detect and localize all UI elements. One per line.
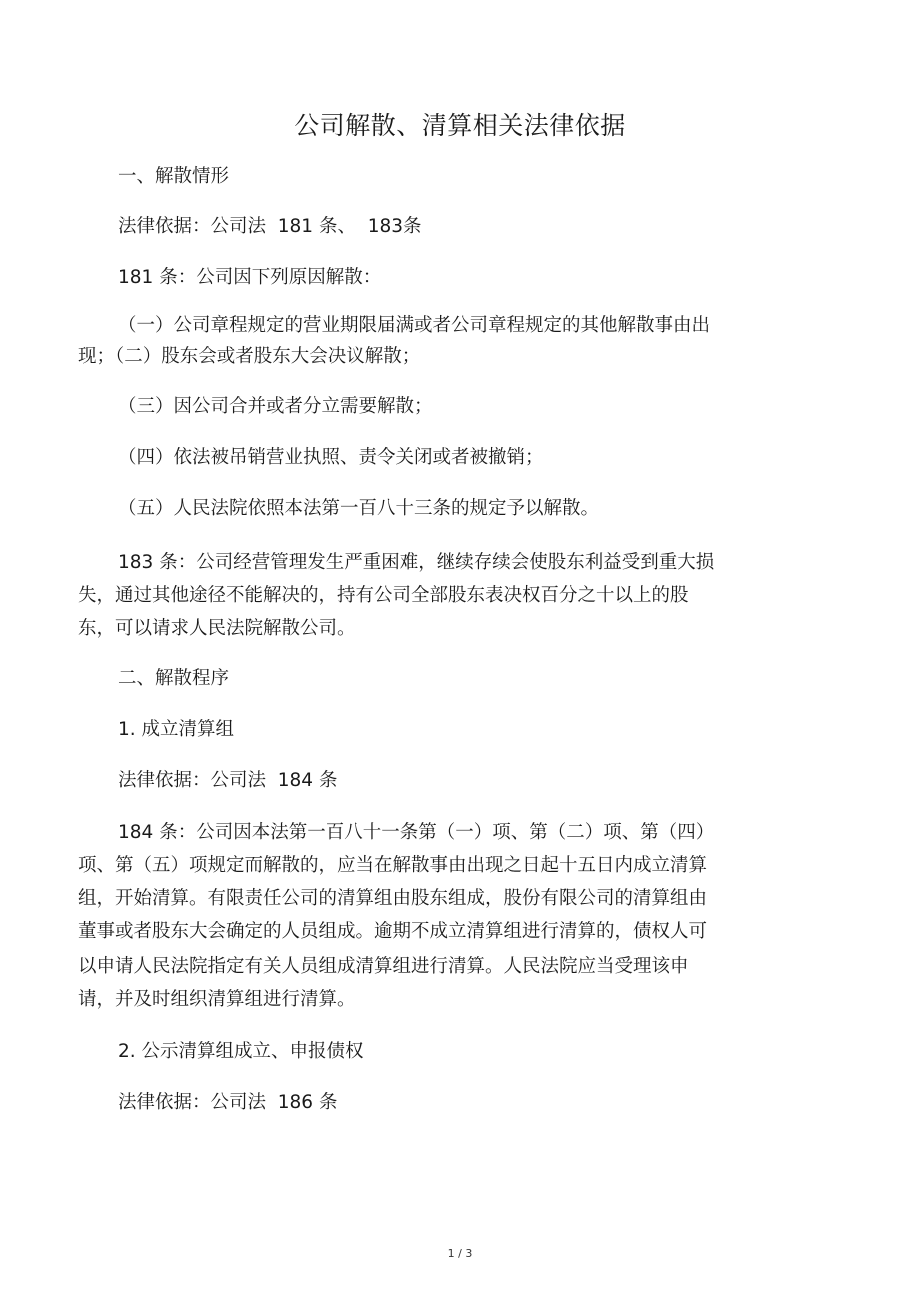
legal-basis-line: 法律依据：公司法 181 条、 183条 <box>118 216 422 237</box>
article-181-item-5: （五）人民法院依照本法第一百八十三条的规定予以解散。 <box>118 498 600 519</box>
section-heading-dissolution-circumstances: 一、解散情形 <box>118 166 230 187</box>
article-183-paragraph: 183 条：公司经营管理发生严重困难，继续存续会使股东利益受到重大损 <box>118 552 715 573</box>
article-183-paragraph-cont: 东，可以请求人民法院解散公司。 <box>78 618 356 639</box>
article-184-paragraph-cont: 以申请人民法院指定有关人员组成清算组进行清算。人民法院应当受理该申 <box>78 956 689 977</box>
article-184-paragraph-cont: 项、第（五）项规定而解散的，应当在解散事由出现之日起十五日内成立清算 <box>78 855 708 876</box>
article-184-paragraph-cont: 请，并及时组织清算组进行清算。 <box>78 989 356 1010</box>
article-181-item-1: （一）公司章程规定的营业期限届满或者公司章程规定的其他解散事由出 <box>118 315 711 336</box>
page-number: 1 / 3 <box>447 1247 473 1260</box>
subheading-announce-liquidation-group: 2. 公示清算组成立、申报债权 <box>118 1041 364 1062</box>
subheading-establish-liquidation-group: 1. 成立清算组 <box>118 719 235 740</box>
article-184-paragraph-cont: 董事或者股东大会确定的人员组成。逾期不成立清算组进行清算的，债权人可 <box>78 921 708 942</box>
article-183-paragraph-cont: 失，通过其他途径不能解决的，持有公司全部股东表决权百分之十以上的股 <box>78 585 689 606</box>
article-181-intro: 181 条：公司因下列原因解散： <box>118 267 382 288</box>
article-181-item-3: （三）因公司合并或者分立需要解散； <box>118 396 433 417</box>
article-184-paragraph-cont: 组，开始清算。有限责任公司的清算组由股东组成，股份有限公司的清算组由 <box>78 888 708 909</box>
legal-basis-line: 法律依据：公司法 186 条 <box>118 1092 338 1113</box>
article-184-paragraph: 184 条：公司因本法第一百八十一条第（一）项、第（二）项、第（四） <box>118 822 715 843</box>
article-181-item-1-cont: 现；（二）股东会或者股东大会决议解散； <box>78 346 421 367</box>
article-181-item-4: （四）依法被吊销营业执照、责令关闭或者被撤销； <box>118 447 544 468</box>
legal-basis-line: 法律依据：公司法 184 条 <box>118 770 338 791</box>
document-title: 公司解散、清算相关法律依据 <box>294 111 626 140</box>
section-heading-dissolution-procedure: 二、解散程序 <box>118 668 230 689</box>
